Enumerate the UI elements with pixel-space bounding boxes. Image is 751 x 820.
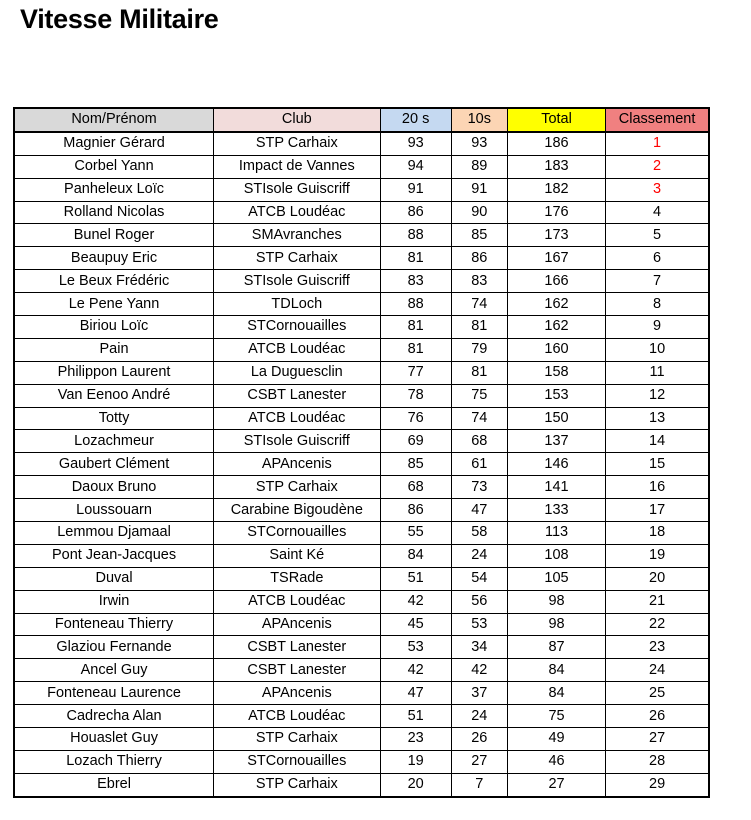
cell-score-10s: 89 — [451, 155, 507, 178]
cell-total: 113 — [507, 522, 605, 545]
cell-score-20s: 51 — [380, 705, 451, 728]
cell-score-20s: 86 — [380, 201, 451, 224]
column-header-10s: 10s — [451, 108, 507, 132]
cell-name: Fonteneau Thierry — [14, 613, 214, 636]
cell-club: CSBT Lanester — [214, 659, 380, 682]
cell-name: Le Pene Yann — [14, 293, 214, 316]
results-table — [13, 107, 710, 798]
cell-name: Le Beux Frédéric — [14, 270, 214, 293]
cell-score-10s: 27 — [451, 750, 507, 773]
table-row — [14, 636, 709, 659]
cell-total: 49 — [507, 728, 605, 751]
cell-score-10s: 58 — [451, 522, 507, 545]
cell-rank: 12 — [606, 384, 709, 407]
cell-name: Philippon Laurent — [14, 361, 214, 384]
cell-total: 173 — [507, 224, 605, 247]
cell-name: Rolland Nicolas — [14, 201, 214, 224]
cell-total: 162 — [507, 316, 605, 339]
cell-score-20s: 20 — [380, 773, 451, 796]
cell-rank: 26 — [606, 705, 709, 728]
table-row — [14, 178, 709, 201]
cell-rank: 3 — [606, 178, 709, 201]
cell-name: Totty — [14, 407, 214, 430]
cell-club: STP Carhaix — [214, 247, 380, 270]
table-row — [14, 293, 709, 316]
table-row — [14, 544, 709, 567]
cell-score-20s: 55 — [380, 522, 451, 545]
table-row — [14, 750, 709, 773]
cell-club: ATCB Loudéac — [214, 590, 380, 613]
cell-score-10s: 79 — [451, 338, 507, 361]
cell-score-20s: 45 — [380, 613, 451, 636]
cell-total: 160 — [507, 338, 605, 361]
table-row — [14, 499, 709, 522]
cell-score-10s: 74 — [451, 407, 507, 430]
cell-score-20s: 86 — [380, 499, 451, 522]
cell-total: 166 — [507, 270, 605, 293]
cell-name: Van Eenoo André — [14, 384, 214, 407]
cell-score-10s: 34 — [451, 636, 507, 659]
cell-score-10s: 93 — [451, 132, 507, 155]
cell-rank: 8 — [606, 293, 709, 316]
cell-score-20s: 85 — [380, 453, 451, 476]
cell-club: Carabine Bigoudène — [214, 499, 380, 522]
table-row — [14, 728, 709, 751]
cell-score-20s: 68 — [380, 476, 451, 499]
cell-name: Pain — [14, 338, 214, 361]
cell-club: ATCB Loudéac — [214, 705, 380, 728]
cell-score-10s: 61 — [451, 453, 507, 476]
cell-rank: 10 — [606, 338, 709, 361]
cell-name: Pont Jean-Jacques — [14, 544, 214, 567]
cell-score-10s: 68 — [451, 430, 507, 453]
cell-score-20s: 42 — [380, 590, 451, 613]
cell-rank: 18 — [606, 522, 709, 545]
cell-name: Fonteneau Laurence — [14, 682, 214, 705]
cell-score-10s: 53 — [451, 613, 507, 636]
cell-rank: 27 — [606, 728, 709, 751]
cell-club: ATCB Loudéac — [214, 338, 380, 361]
cell-club: SMAvranches — [214, 224, 380, 247]
cell-club: Saint Ké — [214, 544, 380, 567]
cell-name: Lozach Thierry — [14, 750, 214, 773]
table-row — [14, 338, 709, 361]
table-row — [14, 132, 709, 155]
cell-score-20s: 78 — [380, 384, 451, 407]
table-row — [14, 224, 709, 247]
cell-rank: 29 — [606, 773, 709, 796]
cell-score-20s: 93 — [380, 132, 451, 155]
cell-score-10s: 7 — [451, 773, 507, 796]
table-row — [14, 705, 709, 728]
cell-total: 84 — [507, 659, 605, 682]
cell-score-10s: 24 — [451, 705, 507, 728]
cell-total: 46 — [507, 750, 605, 773]
cell-total: 162 — [507, 293, 605, 316]
cell-score-10s: 26 — [451, 728, 507, 751]
cell-name: Biriou Loïc — [14, 316, 214, 339]
cell-rank: 13 — [606, 407, 709, 430]
cell-score-10s: 54 — [451, 567, 507, 590]
cell-name: Lemmou Djamaal — [14, 522, 214, 545]
cell-rank: 11 — [606, 361, 709, 384]
cell-score-10s: 90 — [451, 201, 507, 224]
cell-name: Houaslet Guy — [14, 728, 214, 751]
cell-score-20s: 91 — [380, 178, 451, 201]
column-header-total: Total — [507, 108, 605, 132]
cell-rank: 2 — [606, 155, 709, 178]
cell-name: Irwin — [14, 590, 214, 613]
cell-name: Beaupuy Eric — [14, 247, 214, 270]
cell-rank: 16 — [606, 476, 709, 499]
cell-score-20s: 88 — [380, 224, 451, 247]
cell-total: 87 — [507, 636, 605, 659]
table-row — [14, 682, 709, 705]
cell-score-20s: 77 — [380, 361, 451, 384]
cell-club: La Duguesclin — [214, 361, 380, 384]
column-header-20s: 20 s — [380, 108, 451, 132]
cell-club: APAncenis — [214, 613, 380, 636]
cell-total: 98 — [507, 590, 605, 613]
table-row — [14, 613, 709, 636]
cell-score-10s: 73 — [451, 476, 507, 499]
table-row — [14, 361, 709, 384]
cell-club: STIsole Guiscriff — [214, 178, 380, 201]
cell-total: 183 — [507, 155, 605, 178]
cell-total: 167 — [507, 247, 605, 270]
cell-score-20s: 53 — [380, 636, 451, 659]
cell-rank: 19 — [606, 544, 709, 567]
cell-rank: 28 — [606, 750, 709, 773]
cell-club: STIsole Guiscriff — [214, 270, 380, 293]
cell-club: STP Carhaix — [214, 476, 380, 499]
cell-name: Glaziou Fernande — [14, 636, 214, 659]
cell-score-10s: 81 — [451, 316, 507, 339]
page-title: Vitesse Militaire — [20, 4, 219, 34]
cell-rank: 5 — [606, 224, 709, 247]
cell-rank: 22 — [606, 613, 709, 636]
cell-score-20s: 76 — [380, 407, 451, 430]
cell-score-20s: 51 — [380, 567, 451, 590]
cell-score-20s: 81 — [380, 338, 451, 361]
cell-score-10s: 91 — [451, 178, 507, 201]
cell-club: Impact de Vannes — [214, 155, 380, 178]
cell-rank: 1 — [606, 132, 709, 155]
table-row — [14, 567, 709, 590]
table-row — [14, 430, 709, 453]
table-row — [14, 247, 709, 270]
cell-score-10s: 85 — [451, 224, 507, 247]
cell-total: 27 — [507, 773, 605, 796]
cell-name: Loussouarn — [14, 499, 214, 522]
cell-club: CSBT Lanester — [214, 636, 380, 659]
cell-score-10s: 42 — [451, 659, 507, 682]
cell-score-20s: 88 — [380, 293, 451, 316]
cell-total: 137 — [507, 430, 605, 453]
cell-rank: 17 — [606, 499, 709, 522]
cell-club: APAncenis — [214, 682, 380, 705]
cell-score-10s: 24 — [451, 544, 507, 567]
cell-score-20s: 69 — [380, 430, 451, 453]
cell-name: Lozachmeur — [14, 430, 214, 453]
cell-club: TDLoch — [214, 293, 380, 316]
cell-total: 84 — [507, 682, 605, 705]
cell-name: Magnier Gérard — [14, 132, 214, 155]
cell-name: Ancel Guy — [14, 659, 214, 682]
cell-score-10s: 47 — [451, 499, 507, 522]
cell-rank: 6 — [606, 247, 709, 270]
cell-rank: 7 — [606, 270, 709, 293]
cell-name: Bunel Roger — [14, 224, 214, 247]
column-header-name: Nom/Prénom — [14, 108, 214, 132]
table-row — [14, 201, 709, 224]
cell-club: ATCB Loudéac — [214, 407, 380, 430]
cell-total: 158 — [507, 361, 605, 384]
cell-score-20s: 19 — [380, 750, 451, 773]
cell-club: APAncenis — [214, 453, 380, 476]
cell-score-10s: 81 — [451, 361, 507, 384]
cell-club: STCornouailles — [214, 750, 380, 773]
cell-score-20s: 81 — [380, 247, 451, 270]
cell-total: 186 — [507, 132, 605, 155]
table-row — [14, 384, 709, 407]
cell-total: 105 — [507, 567, 605, 590]
cell-club: ATCB Loudéac — [214, 201, 380, 224]
cell-total: 75 — [507, 705, 605, 728]
cell-rank: 14 — [606, 430, 709, 453]
cell-score-10s: 74 — [451, 293, 507, 316]
cell-total: 153 — [507, 384, 605, 407]
cell-rank: 24 — [606, 659, 709, 682]
table-row — [14, 476, 709, 499]
table-row — [14, 407, 709, 430]
cell-score-10s: 75 — [451, 384, 507, 407]
cell-club: TSRade — [214, 567, 380, 590]
cell-score-10s: 86 — [451, 247, 507, 270]
cell-rank: 15 — [606, 453, 709, 476]
cell-rank: 23 — [606, 636, 709, 659]
table-row — [14, 270, 709, 293]
table-row — [14, 155, 709, 178]
cell-club: CSBT Lanester — [214, 384, 380, 407]
cell-name: Cadrecha Alan — [14, 705, 214, 728]
cell-score-20s: 94 — [380, 155, 451, 178]
cell-name: Gaubert Clément — [14, 453, 214, 476]
cell-total: 182 — [507, 178, 605, 201]
cell-total: 108 — [507, 544, 605, 567]
cell-score-10s: 83 — [451, 270, 507, 293]
cell-rank: 25 — [606, 682, 709, 705]
cell-score-20s: 83 — [380, 270, 451, 293]
table-row — [14, 590, 709, 613]
cell-score-20s: 23 — [380, 728, 451, 751]
cell-total: 150 — [507, 407, 605, 430]
cell-score-20s: 42 — [380, 659, 451, 682]
cell-rank: 9 — [606, 316, 709, 339]
cell-rank: 4 — [606, 201, 709, 224]
cell-club: STP Carhaix — [214, 773, 380, 796]
table-row — [14, 659, 709, 682]
cell-score-10s: 37 — [451, 682, 507, 705]
cell-name: Corbel Yann — [14, 155, 214, 178]
cell-club: STCornouailles — [214, 522, 380, 545]
header-row — [14, 108, 709, 132]
cell-name: Ebrel — [14, 773, 214, 796]
column-header-club: Club — [214, 108, 380, 132]
cell-score-20s: 81 — [380, 316, 451, 339]
cell-rank: 20 — [606, 567, 709, 590]
cell-total: 98 — [507, 613, 605, 636]
table-row — [14, 773, 709, 796]
cell-rank: 21 — [606, 590, 709, 613]
cell-club: STCornouailles — [214, 316, 380, 339]
column-header-rank: Classement — [606, 108, 709, 132]
cell-score-20s: 84 — [380, 544, 451, 567]
cell-name: Duval — [14, 567, 214, 590]
table-row — [14, 453, 709, 476]
cell-name: Daoux Bruno — [14, 476, 214, 499]
cell-club: STP Carhaix — [214, 132, 380, 155]
cell-name: Panheleux Loïc — [14, 178, 214, 201]
table-row — [14, 522, 709, 545]
cell-club: STP Carhaix — [214, 728, 380, 751]
cell-total: 146 — [507, 453, 605, 476]
cell-club: STIsole Guiscriff — [214, 430, 380, 453]
table-row — [14, 316, 709, 339]
cell-total: 141 — [507, 476, 605, 499]
cell-score-20s: 47 — [380, 682, 451, 705]
cell-score-10s: 56 — [451, 590, 507, 613]
cell-total: 133 — [507, 499, 605, 522]
cell-total: 176 — [507, 201, 605, 224]
